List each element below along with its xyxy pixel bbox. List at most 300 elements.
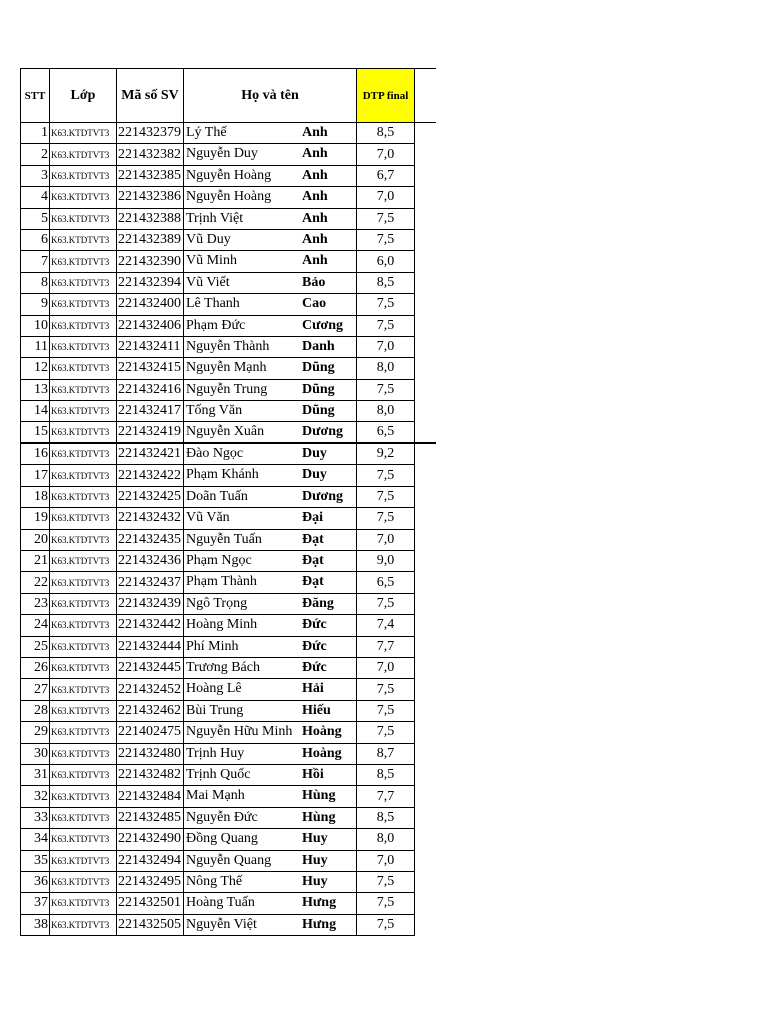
- row-dtp-final: 7,5: [357, 679, 415, 700]
- row-stt: 21: [21, 551, 50, 572]
- row-class: K63.KTDTVT3: [50, 743, 117, 764]
- row-student-id: 221432490: [117, 829, 184, 850]
- row-full-name: [184, 657, 357, 678]
- row-student-id: 221432385: [117, 165, 184, 186]
- row-dtp-final: 7,5: [357, 208, 415, 229]
- row-full-name: [184, 572, 357, 593]
- row-empty-cell: [415, 443, 436, 465]
- row-full-name: [184, 871, 357, 892]
- table-row: [21, 679, 436, 700]
- row-class: K63.KTDTVT3: [50, 572, 117, 593]
- row-student-id: 221402475: [117, 722, 184, 743]
- row-stt: 19: [21, 508, 50, 529]
- row-stt: 7: [21, 251, 50, 272]
- row-empty-cell: [415, 379, 436, 400]
- row-dtp-final: 8,5: [357, 272, 415, 293]
- row-class: K63.KTDTVT3: [50, 893, 117, 914]
- row-given-name: Duy: [302, 467, 327, 483]
- row-surname: Phạm Thành: [186, 574, 257, 590]
- row-dtp-final: 8,0: [357, 358, 415, 379]
- row-class: K63.KTDTVT3: [50, 486, 117, 507]
- row-dtp-final: 7,0: [357, 657, 415, 678]
- row-full-name: [184, 144, 357, 165]
- row-class: K63.KTDTVT3: [50, 165, 117, 186]
- row-class: K63.KTDTVT3: [50, 700, 117, 721]
- row-dtp-final: 7,0: [357, 529, 415, 550]
- row-full-name: [184, 401, 357, 422]
- row-stt: 14: [21, 401, 50, 422]
- row-surname: Phí Minh: [186, 638, 239, 654]
- row-stt: 35: [21, 850, 50, 871]
- row-given-name: Đức: [302, 638, 327, 654]
- row-empty-cell: [415, 208, 436, 229]
- row-surname: Trịnh Huy: [186, 745, 245, 761]
- row-stt: 31: [21, 764, 50, 785]
- row-dtp-final: 7,5: [357, 486, 415, 507]
- row-dtp-final: 7,5: [357, 508, 415, 529]
- row-empty-cell: [415, 508, 436, 529]
- row-given-name: Hiếu: [302, 702, 331, 718]
- header-class: Lớp: [50, 69, 117, 123]
- table-body: [21, 123, 436, 936]
- row-surname: Nguyễn Thành: [186, 338, 270, 354]
- row-full-name: [184, 722, 357, 743]
- row-student-id: 221432422: [117, 465, 184, 486]
- row-empty-cell: [415, 572, 436, 593]
- row-surname: Nguyễn Đức: [186, 809, 258, 825]
- row-student-id: 221432436: [117, 551, 184, 572]
- row-empty-cell: [415, 272, 436, 293]
- row-given-name: Bảo: [302, 274, 326, 290]
- row-stt: 20: [21, 529, 50, 550]
- row-given-name: Anh: [302, 167, 328, 183]
- row-given-name: Đạt: [302, 531, 324, 547]
- row-empty-cell: [415, 807, 436, 828]
- row-dtp-final: 7,5: [357, 722, 415, 743]
- row-student-id: 221432495: [117, 871, 184, 892]
- row-given-name: Huy: [302, 873, 328, 889]
- table-row: [21, 358, 436, 379]
- row-stt: 15: [21, 422, 50, 444]
- row-full-name: [184, 914, 357, 935]
- row-surname: Ngô Trọng: [186, 595, 248, 611]
- row-dtp-final: 9,0: [357, 551, 415, 572]
- row-empty-cell: [415, 465, 436, 486]
- table-row: [21, 764, 436, 785]
- row-given-name: Đức: [302, 659, 327, 675]
- row-surname: Nông Thế: [186, 873, 243, 889]
- row-full-name: [184, 251, 357, 272]
- row-dtp-final: 8,5: [357, 807, 415, 828]
- row-class: K63.KTDTVT3: [50, 593, 117, 614]
- row-stt: 8: [21, 272, 50, 293]
- row-full-name: [184, 358, 357, 379]
- row-full-name: [184, 315, 357, 336]
- row-full-name: [184, 508, 357, 529]
- row-class: K63.KTDTVT3: [50, 294, 117, 315]
- row-given-name: Đạt: [302, 574, 324, 590]
- row-class: K63.KTDTVT3: [50, 144, 117, 165]
- row-student-id: 221432482: [117, 764, 184, 785]
- table-row: [21, 871, 436, 892]
- row-empty-cell: [415, 551, 436, 572]
- row-class: K63.KTDTVT3: [50, 786, 117, 807]
- table-row: [21, 636, 436, 657]
- row-student-id: 221432419: [117, 422, 184, 444]
- row-dtp-final: 7,7: [357, 636, 415, 657]
- row-full-name: [184, 123, 357, 144]
- row-full-name: [184, 636, 357, 657]
- row-class: K63.KTDTVT3: [50, 871, 117, 892]
- row-student-id: 221432382: [117, 144, 184, 165]
- row-dtp-final: 8,5: [357, 123, 415, 144]
- table-row: [21, 572, 436, 593]
- row-class: K63.KTDTVT3: [50, 443, 117, 465]
- row-given-name: Đại: [302, 510, 323, 526]
- row-student-id: 221432389: [117, 229, 184, 250]
- row-student-id: 221432390: [117, 251, 184, 272]
- row-stt: 4: [21, 187, 50, 208]
- row-full-name: [184, 850, 357, 871]
- header-row: [21, 69, 436, 123]
- row-dtp-final: 7,0: [357, 850, 415, 871]
- row-empty-cell: [415, 829, 436, 850]
- row-surname: Vũ Duy: [186, 231, 231, 247]
- row-empty-cell: [415, 165, 436, 186]
- row-surname: Nguyễn Tuấn: [186, 531, 262, 547]
- row-student-id: 221432501: [117, 893, 184, 914]
- row-surname: Nguyễn Quang: [186, 852, 272, 868]
- row-surname: Trịnh Quốc: [186, 766, 251, 782]
- row-student-id: 221432425: [117, 486, 184, 507]
- row-surname: Hoàng Lê: [186, 681, 242, 697]
- row-class: K63.KTDTVT3: [50, 807, 117, 828]
- row-empty-cell: [415, 593, 436, 614]
- row-surname: Đồng Quang: [186, 831, 258, 847]
- row-student-id: 221432444: [117, 636, 184, 657]
- table-row: [21, 551, 436, 572]
- row-dtp-final: 6,7: [357, 165, 415, 186]
- row-student-id: 221432406: [117, 315, 184, 336]
- table-row: [21, 208, 436, 229]
- row-stt: 11: [21, 336, 50, 357]
- table-row: [21, 807, 436, 828]
- row-stt: 3: [21, 165, 50, 186]
- grade-sheet: [20, 68, 436, 936]
- row-dtp-final: 7,5: [357, 871, 415, 892]
- row-dtp-final: 8,0: [357, 829, 415, 850]
- row-empty-cell: [415, 871, 436, 892]
- row-empty-cell: [415, 722, 436, 743]
- row-dtp-final: 7,5: [357, 229, 415, 250]
- row-full-name: [184, 700, 357, 721]
- row-empty-cell: [415, 123, 436, 144]
- row-surname: Hoàng Minh: [186, 617, 258, 633]
- table-row: [21, 165, 436, 186]
- table-row: [21, 486, 436, 507]
- row-given-name: Hưng: [302, 895, 337, 911]
- row-empty-cell: [415, 401, 436, 422]
- row-student-id: 221432394: [117, 272, 184, 293]
- row-class: K63.KTDTVT3: [50, 123, 117, 144]
- row-surname: Trương Bách: [186, 659, 260, 675]
- row-surname: Phạm Ngọc: [186, 553, 252, 569]
- row-class: K63.KTDTVT3: [50, 529, 117, 550]
- row-surname: Vũ Viết: [186, 274, 230, 290]
- row-student-id: 221432452: [117, 679, 184, 700]
- row-student-id: 221432432: [117, 508, 184, 529]
- row-class: K63.KTDTVT3: [50, 764, 117, 785]
- row-stt: 38: [21, 914, 50, 935]
- row-dtp-final: 7,5: [357, 593, 415, 614]
- row-student-id: 221432480: [117, 743, 184, 764]
- row-full-name: [184, 593, 357, 614]
- table-row: [21, 615, 436, 636]
- row-stt: 1: [21, 123, 50, 144]
- row-dtp-final: 7,5: [357, 700, 415, 721]
- row-surname: Nguyễn Việt: [186, 916, 257, 932]
- row-stt: 30: [21, 743, 50, 764]
- row-given-name: Cao: [302, 296, 327, 312]
- row-surname: Doãn Tuấn: [186, 488, 248, 504]
- row-student-id: 221432415: [117, 358, 184, 379]
- table-row: [21, 422, 436, 444]
- row-empty-cell: [415, 893, 436, 914]
- row-full-name: [184, 551, 357, 572]
- table-row: [21, 786, 436, 807]
- row-student-id: 221432421: [117, 443, 184, 465]
- row-empty-cell: [415, 615, 436, 636]
- row-surname: Bùi Trung: [186, 702, 244, 718]
- row-given-name: Dũng: [302, 403, 335, 419]
- row-surname: Lê Thanh: [186, 296, 240, 312]
- header-stt: STT: [21, 69, 50, 123]
- row-dtp-final: 8,5: [357, 764, 415, 785]
- row-dtp-final: 7,0: [357, 187, 415, 208]
- row-full-name: [184, 272, 357, 293]
- table-row: [21, 657, 436, 678]
- row-surname: Nguyễn Duy: [186, 146, 258, 162]
- student-grade-table: [20, 68, 436, 936]
- row-dtp-final: 7,5: [357, 893, 415, 914]
- row-stt: 6: [21, 229, 50, 250]
- row-student-id: 221432411: [117, 336, 184, 357]
- row-stt: 9: [21, 294, 50, 315]
- row-stt: 13: [21, 379, 50, 400]
- row-class: K63.KTDTVT3: [50, 315, 117, 336]
- row-class: K63.KTDTVT3: [50, 508, 117, 529]
- row-empty-cell: [415, 229, 436, 250]
- row-dtp-final: 6,0: [357, 251, 415, 272]
- row-class: K63.KTDTVT3: [50, 272, 117, 293]
- row-class: K63.KTDTVT3: [50, 187, 117, 208]
- table-row: [21, 401, 436, 422]
- row-class: K63.KTDTVT3: [50, 679, 117, 700]
- row-stt: 36: [21, 871, 50, 892]
- row-stt: 22: [21, 572, 50, 593]
- row-given-name: Duy: [302, 446, 327, 462]
- row-student-id: 221432400: [117, 294, 184, 315]
- row-given-name: Anh: [302, 210, 328, 226]
- row-student-id: 221432485: [117, 807, 184, 828]
- row-empty-cell: [415, 294, 436, 315]
- row-class: K63.KTDTVT3: [50, 465, 117, 486]
- row-empty-cell: [415, 850, 436, 871]
- row-dtp-final: 7,5: [357, 379, 415, 400]
- row-empty-cell: [415, 679, 436, 700]
- table-row: [21, 379, 436, 400]
- row-full-name: [184, 529, 357, 550]
- row-stt: 10: [21, 315, 50, 336]
- row-class: K63.KTDTVT3: [50, 829, 117, 850]
- table-row: [21, 443, 436, 465]
- row-given-name: Danh: [302, 338, 335, 354]
- row-stt: 37: [21, 893, 50, 914]
- row-empty-cell: [415, 636, 436, 657]
- row-surname: Lý Thế: [186, 125, 227, 140]
- row-empty-cell: [415, 657, 436, 678]
- row-given-name: Hùng: [302, 809, 336, 825]
- row-surname: Nguyễn Trung: [186, 381, 268, 397]
- row-dtp-final: 6,5: [357, 422, 415, 444]
- row-class: K63.KTDTVT3: [50, 358, 117, 379]
- row-student-id: 221432442: [117, 615, 184, 636]
- row-full-name: [184, 764, 357, 785]
- row-student-id: 221432437: [117, 572, 184, 593]
- row-given-name: Anh: [302, 146, 328, 162]
- row-surname: Trịnh Việt: [186, 210, 244, 226]
- row-given-name: Hưng: [302, 916, 337, 932]
- row-dtp-final: 8,0: [357, 401, 415, 422]
- row-surname: Phạm Đức: [186, 317, 246, 333]
- row-empty-cell: [415, 914, 436, 935]
- row-full-name: [184, 893, 357, 914]
- row-stt: 2: [21, 144, 50, 165]
- row-given-name: Huy: [302, 831, 328, 847]
- row-full-name: [184, 786, 357, 807]
- row-given-name: Cương: [302, 317, 344, 333]
- table-row: [21, 700, 436, 721]
- row-dtp-final: 7,5: [357, 294, 415, 315]
- row-empty-cell: [415, 486, 436, 507]
- row-surname: Nguyễn Hoàng: [186, 167, 272, 183]
- row-class: K63.KTDTVT3: [50, 722, 117, 743]
- row-surname: Tống Văn: [186, 403, 243, 419]
- row-dtp-final: 7,7: [357, 786, 415, 807]
- table-row: [21, 593, 436, 614]
- header-empty-column: [415, 69, 436, 123]
- table-row: [21, 508, 436, 529]
- row-stt: 29: [21, 722, 50, 743]
- row-stt: 25: [21, 636, 50, 657]
- row-student-id: 221432439: [117, 593, 184, 614]
- row-surname: Nguyễn Hoàng: [186, 189, 272, 205]
- row-full-name: [184, 294, 357, 315]
- row-empty-cell: [415, 144, 436, 165]
- row-dtp-final: 7,4: [357, 615, 415, 636]
- row-stt: 23: [21, 593, 50, 614]
- table-row: [21, 829, 436, 850]
- table-row: [21, 315, 436, 336]
- row-full-name: [184, 807, 357, 828]
- table-row: [21, 123, 436, 144]
- row-surname: Đào Ngọc: [186, 446, 244, 462]
- row-class: K63.KTDTVT3: [50, 401, 117, 422]
- row-given-name: Đức: [302, 617, 327, 633]
- table-row: [21, 850, 436, 871]
- row-given-name: Dương: [302, 488, 344, 504]
- row-empty-cell: [415, 764, 436, 785]
- row-empty-cell: [415, 529, 436, 550]
- table-row: [21, 187, 436, 208]
- row-empty-cell: [415, 700, 436, 721]
- row-stt: 32: [21, 786, 50, 807]
- row-student-id: 221432462: [117, 700, 184, 721]
- row-empty-cell: [415, 187, 436, 208]
- row-full-name: [184, 165, 357, 186]
- row-stt: 17: [21, 465, 50, 486]
- table-row: [21, 914, 436, 935]
- row-surname: Vũ Văn: [186, 510, 230, 526]
- row-class: K63.KTDTVT3: [50, 914, 117, 935]
- row-dtp-final: 9,2: [357, 443, 415, 465]
- table-row: [21, 529, 436, 550]
- row-empty-cell: [415, 336, 436, 357]
- row-stt: 34: [21, 829, 50, 850]
- table-row: [21, 893, 436, 914]
- row-given-name: Anh: [302, 189, 328, 205]
- row-stt: 26: [21, 657, 50, 678]
- row-stt: 18: [21, 486, 50, 507]
- row-class: K63.KTDTVT3: [50, 636, 117, 657]
- row-empty-cell: [415, 315, 436, 336]
- row-surname: Mai Mạnh: [186, 788, 245, 804]
- row-full-name: [184, 379, 357, 400]
- row-full-name: [184, 615, 357, 636]
- table-row: [21, 144, 436, 165]
- row-full-name: [184, 443, 357, 465]
- row-student-id: 221432484: [117, 786, 184, 807]
- row-stt: 16: [21, 443, 50, 465]
- row-empty-cell: [415, 251, 436, 272]
- table-row: [21, 251, 436, 272]
- table-row: [21, 465, 436, 486]
- row-given-name: Anh: [302, 125, 328, 140]
- row-stt: 24: [21, 615, 50, 636]
- row-given-name: Anh: [302, 253, 328, 269]
- row-full-name: [184, 679, 357, 700]
- row-class: K63.KTDTVT3: [50, 336, 117, 357]
- row-full-name: [184, 422, 357, 444]
- row-class: K63.KTDTVT3: [50, 379, 117, 400]
- row-student-id: 221432388: [117, 208, 184, 229]
- row-stt: 27: [21, 679, 50, 700]
- row-empty-cell: [415, 358, 436, 379]
- row-full-name: [184, 829, 357, 850]
- row-full-name: [184, 465, 357, 486]
- table-row: [21, 336, 436, 357]
- row-full-name: [184, 743, 357, 764]
- row-surname: Nguyễn Xuân: [186, 424, 265, 440]
- row-student-id: 221432435: [117, 529, 184, 550]
- row-full-name: [184, 187, 357, 208]
- row-dtp-final: 7,0: [357, 336, 415, 357]
- row-stt: 28: [21, 700, 50, 721]
- row-class: K63.KTDTVT3: [50, 850, 117, 871]
- row-stt: 5: [21, 208, 50, 229]
- row-surname: Vũ Minh: [186, 253, 237, 269]
- row-stt: 33: [21, 807, 50, 828]
